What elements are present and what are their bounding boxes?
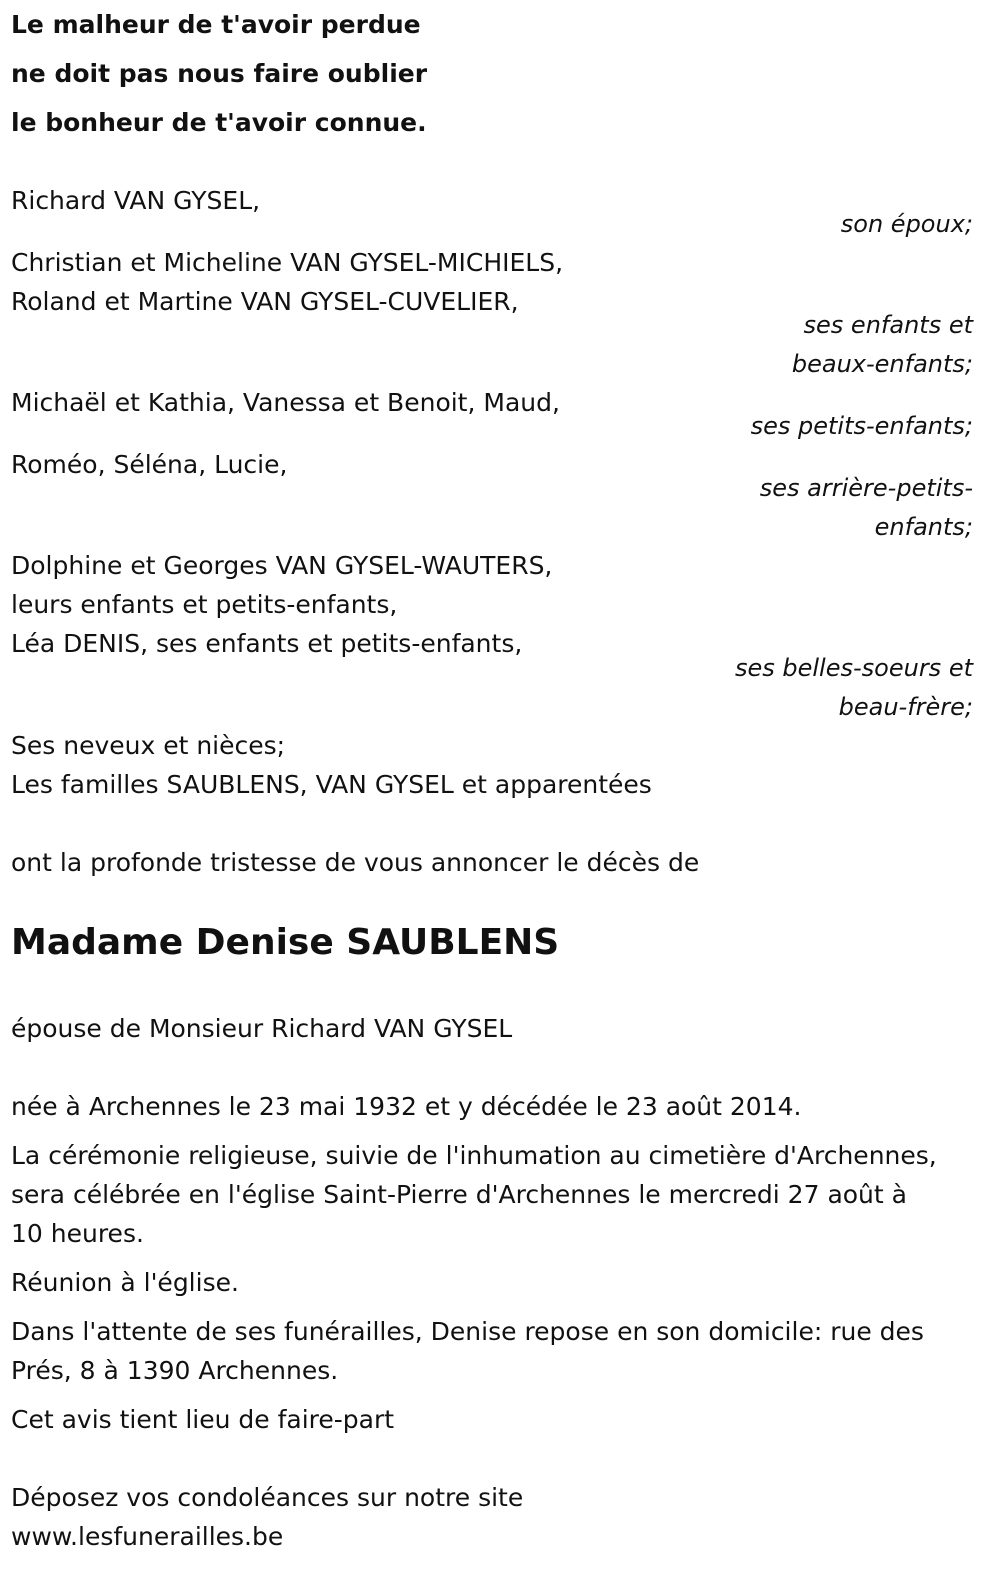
grandchildren-line: Michaël et Kathia, Vanessa et Benoit, Maud, [11,388,560,417]
spouse-line: épouse de Monsieur Richard VAN GYSEL [11,1014,513,1043]
rest-line-2: Prés, 8 à 1390 Archennes. [11,1356,339,1385]
rest-line-1: Dans l'attente de ses funérailles, Denise repose en son domicile: rue des [11,1317,924,1346]
nephews-line: Ses neveux et nièces; [11,731,286,760]
husband-name: Richard VAN GYSEL, [11,186,261,215]
website-link[interactable]: www.lesfunerailles.be [11,1522,284,1551]
great-grandchildren-role-line-1: ses arrière-petits- [759,474,973,502]
birth-death-line: née à Archennes le 23 mai 1932 et y décédée le 23 août 2014. [11,1092,802,1121]
children-role-line-1: ses enfants et [803,311,973,339]
inlaws-role-line-1: ses belles-soeurs et [734,654,973,682]
inlaws-line-1: Dolphine et Georges VAN GYSEL-WAUTERS, [11,551,553,580]
great-grandchildren-line: Roméo, Séléna, Lucie, [11,450,288,479]
inlaws-line-2: leurs enfants et petits-enfants, [11,590,398,619]
families-line: Les familles SAUBLENS, VAN GYSEL et apparentées [11,770,652,799]
reunion-line: Réunion à l'église. [11,1268,239,1297]
inlaws-role-line-2: beau-frère; [838,693,973,721]
grandchildren-role: ses petits-enfants; [750,412,973,440]
poem-line-2: ne doit pas nous faire oublier [11,59,428,88]
condolences-line: Déposez vos condoléances sur notre site [11,1483,524,1512]
announcement-intro: ont la profonde tristesse de vous annoncer le décès de [11,848,700,877]
ceremony-line-3: 10 heures. [11,1219,144,1248]
children-line-2: Roland et Martine VAN GYSEL-CUVELIER, [11,287,519,316]
deceased-name: Madame Denise SAUBLENS [11,922,560,963]
inlaws-line-3: Léa DENIS, ses enfants et petits-enfants, [11,629,523,658]
children-line-1: Christian et Micheline VAN GYSEL-MICHIELS, [11,248,564,277]
poem-line-1: Le malheur de t'avoir perdue [11,10,421,39]
notice-line: Cet avis tient lieu de faire-part [11,1405,395,1434]
great-grandchildren-role-line-2: enfants; [874,513,973,541]
husband-role: son époux; [840,210,973,238]
children-role-line-2: beaux-enfants; [791,350,973,378]
poem-line-3: le bonheur de t'avoir connue. [11,108,427,137]
ceremony-line-1: La cérémonie religieuse, suivie de l'inhumation au cimetière d'Archennes, [11,1141,937,1170]
ceremony-line-2: sera célébrée en l'église Saint-Pierre d'Archennes le mercredi 27 août à [11,1180,907,1209]
